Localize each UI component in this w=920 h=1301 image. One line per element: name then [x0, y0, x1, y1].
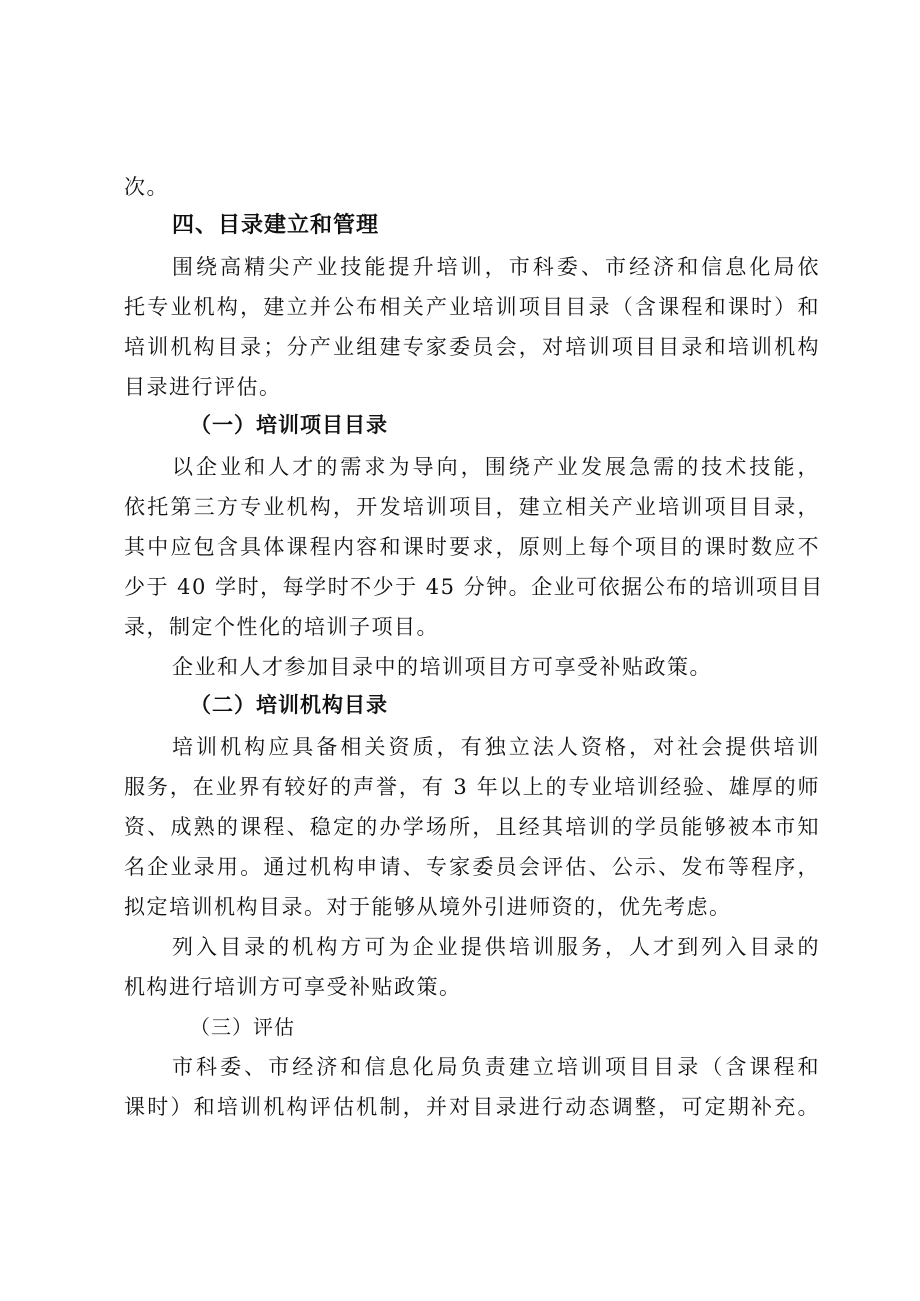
subsection-heading-1: （一）培训项目目录	[190, 413, 388, 437]
sub1-line-5: 录，制定个性化的培训子项目。	[124, 615, 439, 639]
sub1-line-3: 其中应包含具体课程内容和课时要求，原则上每个项目的课时数应不	[124, 535, 820, 559]
sub1-line-2: 依托第三方专业机构，开发培训项目，建立相关产业培训项目目录，	[124, 495, 820, 519]
sub3-line-2: 课时）和培训机构评估机制，并对目录进行动态调整，可定期补充。	[124, 1095, 820, 1119]
intro-line-1: 围绕高精尖产业技能提升培训，市科委、市经济和信息化局依	[172, 255, 820, 279]
section-heading: 四、目录建立和管理	[172, 213, 380, 238]
subsection-heading-2: （二）培训机构目录	[190, 693, 388, 717]
sub1-line-4: 少于 40 学时，每学时不少于 45 分钟。企业可依据公布的培训项目目	[124, 575, 824, 599]
subsection-heading-3: （三）评估	[190, 1015, 295, 1039]
sub2-p2-line-2: 机构进行培训方可享受补贴政策。	[124, 975, 462, 999]
sub1-line-1: 以企业和人才的需求为导向，围绕产业发展急需的技术技能，	[172, 455, 820, 479]
sub1-paragraph-2: 企业和人才参加目录中的培训项目方可享受补贴政策。	[172, 655, 712, 679]
sub2-line-5: 拟定培训机构目录。对于能够从境外引进师资的，优先考虑。	[124, 895, 732, 919]
sub3-line-1: 市科委、市经济和信息化局负责建立培训项目目录（含课程和	[172, 1055, 820, 1079]
sub2-line-4: 名企业录用。通过机构申请、专家委员会评估、公示、发布等程序，	[124, 855, 820, 879]
sub2-p2-line-1: 列入目录的机构方可为企业提供培训服务，人才到列入目录的	[172, 935, 820, 959]
sub2-line-1: 培训机构应具备相关资质，有独立法人资格，对社会提供培训	[172, 735, 820, 759]
sub2-line-3: 资、成熟的课程、稳定的办学场所，且经其培训的学员能够被本市知	[124, 815, 820, 839]
intro-line-4: 目录进行评估。	[124, 375, 282, 399]
continuation-text: 次。	[124, 175, 169, 199]
intro-line-3: 培训机构目录；分产业组建专家委员会，对培训项目目录和培训机构	[124, 335, 820, 359]
sub2-line-2: 服务，在业界有较好的声誉，有 3 年以上的专业培训经验、雄厚的师	[124, 775, 820, 799]
intro-line-2: 托专业机构，建立并公布相关产业培训项目目录（含课程和课时）和	[124, 295, 820, 319]
